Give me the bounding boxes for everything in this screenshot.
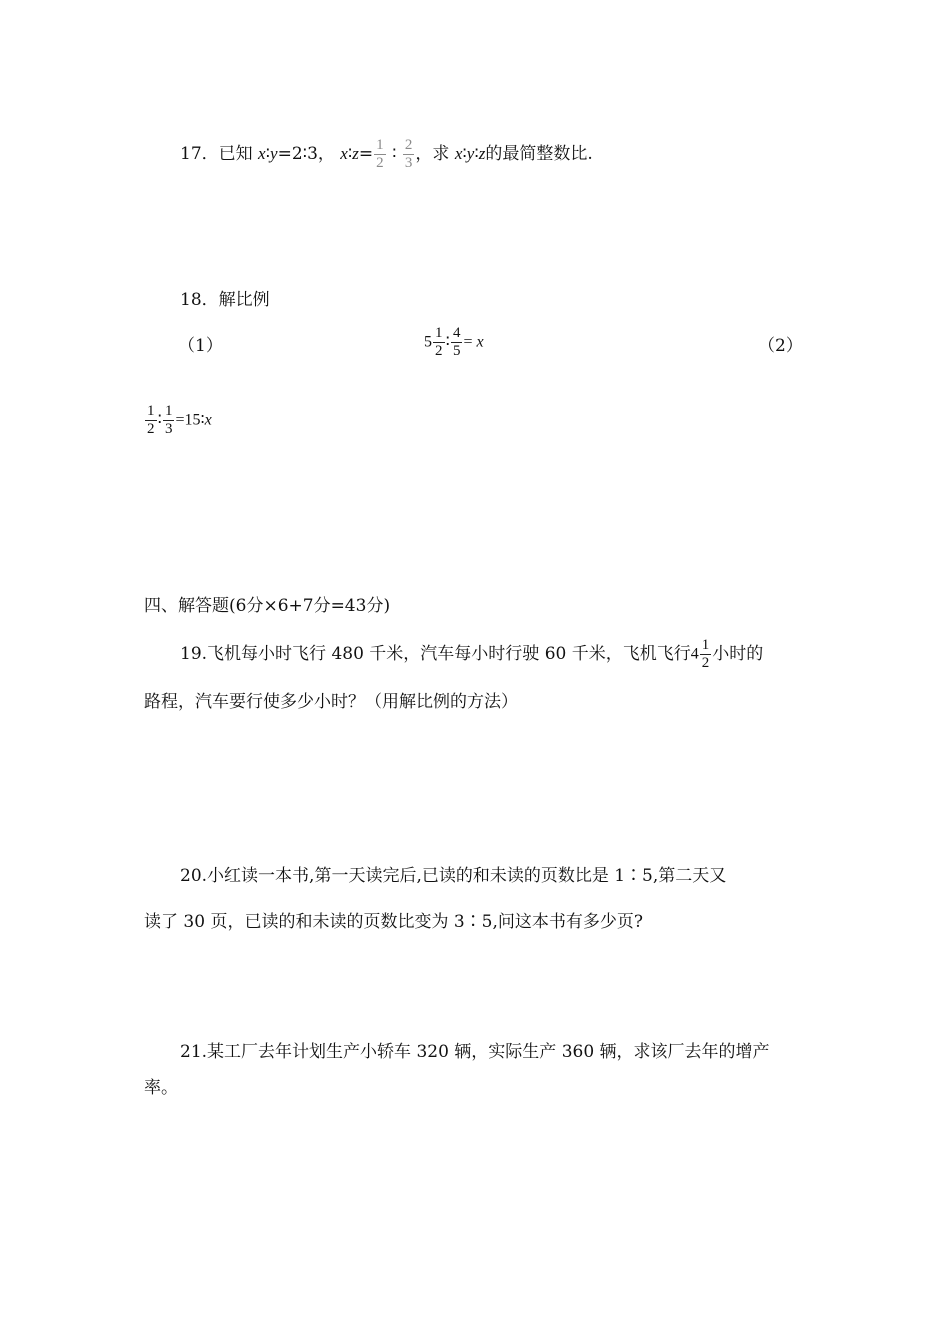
q17-sep: ∶ (265, 144, 271, 164)
q18-p1-whole: 5 (424, 333, 432, 351)
q17-fraction-a: $\frac{1}{2}$ (376, 137, 384, 171)
q17-var-z: z (352, 144, 359, 163)
q18-part2-equation (144, 404, 212, 437)
q18-p1-rhs: = (463, 333, 477, 351)
q17-var-y: y (270, 144, 278, 163)
q18-p2-rhs: =15∶ (175, 411, 205, 429)
q19-line-1 (180, 638, 763, 671)
q18-p1-var: x (476, 333, 484, 351)
q17-var-x3: x (454, 144, 463, 163)
q17-sep5: ∶ (474, 144, 479, 164)
q20-line-1: 20.小红读一本书,第一天读完后,已读的和未读的页数比是 1∶5,第二天又 (180, 866, 727, 886)
q17-suffix: 的最简整数比. (485, 144, 593, 164)
q18-part1-label: （1） (178, 336, 223, 356)
q19-line-2: 路程，汽车要行使多少小时？（用解比例的方法） (144, 692, 518, 712)
q17-sep3: ∶ (392, 144, 397, 164)
q18-p1-fraction-a: $\frac{1}{2}$ (435, 325, 443, 359)
q19-line1-prefix: 19.飞机每小时飞行 480 千米，汽车每小时行驶 60 千米，飞机飞行 (180, 644, 691, 664)
q18-p2-fraction-b: $\frac{1}{3}$ (164, 403, 173, 437)
q18-p1-fraction-b: $\frac{4}{5}$ (452, 325, 461, 359)
q18-p2-var: x (204, 411, 212, 429)
q17-ratio1: =2∶3， (277, 144, 335, 164)
section-4-title: 四、解答题(6分×6+7分=43分) (144, 596, 391, 616)
q18-p1-colon: ∶ (445, 332, 450, 352)
q19-line1-suffix: 小时的 (712, 644, 764, 664)
q17-var-z2: z (478, 144, 486, 163)
q21-line-2: 率。 (144, 1078, 178, 1098)
q17-var-x2: x (340, 144, 348, 163)
q17-sep2: ∶ (347, 144, 353, 164)
q18-p2-colon: ∶ (157, 410, 162, 430)
q18-p2-fraction-a: $\frac{1}{2}$ (147, 403, 155, 437)
q17-sep4: ∶ (462, 144, 467, 164)
q19-whole: 4 (690, 645, 699, 663)
q18-part1-equation (424, 326, 484, 359)
q17-mid: ，求 (415, 144, 450, 164)
q20-line-2: 读了 30 页，已读的和未读的页数比变为 3∶5,问这本书有多少页? (144, 912, 643, 932)
question-18-title: 18．解比例 (180, 290, 270, 310)
q17-var-y2: y (466, 144, 475, 163)
q17-prefix: 17．已知 (180, 144, 253, 164)
q17-eq: = (358, 144, 374, 164)
q19-fraction: $\frac{1}{2}$ (701, 637, 710, 671)
question-17 (180, 138, 593, 171)
q17-var-x: x (258, 144, 266, 163)
q21-line-1: 21.某工厂去年计划生产小轿车 320 辆，实际生产 360 辆，求该厂去年的增产 (180, 1042, 770, 1062)
q17-fraction-b: $\frac{2}{3}$ (404, 137, 413, 171)
q18-part2-label: （2） (758, 336, 803, 356)
